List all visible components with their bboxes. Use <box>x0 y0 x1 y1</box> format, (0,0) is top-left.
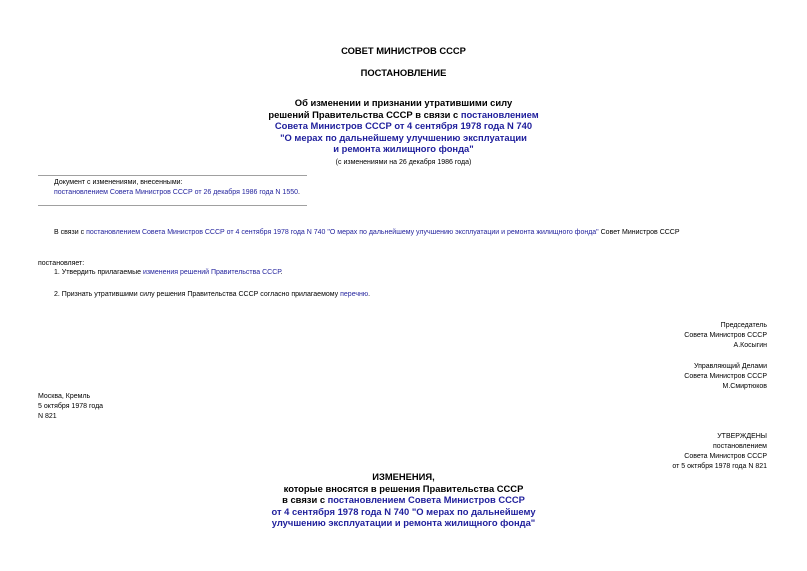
annex-title <box>0 471 807 529</box>
chairman-signature <box>684 321 767 351</box>
chairman-title-1: Председатель <box>720 322 767 329</box>
annex-title-line-1: ИЗМЕНЕНИЯ, <box>372 471 435 482</box>
preamble-paragraph <box>54 228 680 238</box>
title-line-2-text: решений Правительства СССР в связи с <box>268 108 461 120</box>
council-heading: СОВЕТ МИНИСТРОВ СССР <box>341 45 466 56</box>
title-decree-link[interactable]: постановлением <box>460 108 539 120</box>
annex-title-line-4-link[interactable]: от 4 сентября 1978 года N 740 "О мерах по дальнейшему <box>271 505 536 517</box>
approved-line-4: от 5 октября 1978 года N 821 <box>672 463 767 470</box>
changes-box-label: Документ с изменениями, внесенными: <box>54 179 183 186</box>
annex-decree-link[interactable]: постановлением Совета Министров СССР <box>327 494 525 505</box>
manager-title-1: Управляющий Делами <box>693 363 767 370</box>
item-2-list-link[interactable]: перечню <box>340 291 369 298</box>
approved-block <box>672 432 767 472</box>
resolves-word: постановляет: <box>38 260 85 267</box>
annex-title-line-2: которые вносятся в решения Правительства СССР <box>283 482 524 494</box>
place-date-block <box>38 392 103 422</box>
chairman-title-2: Совета Министров СССР <box>684 332 767 339</box>
changes-box-bottom-rule <box>38 205 307 206</box>
approved-line-1: УТВЕРЖДЕНЫ <box>717 433 767 440</box>
item-1 <box>54 268 283 278</box>
changes-decree-link[interactable]: постановлением Совета Министров СССР от 26 декабря 1986 года N 1550 <box>54 189 299 196</box>
item-1-text: 1. Утвердить прилагаемые <box>54 269 143 276</box>
changes-box-end: . <box>298 189 300 196</box>
decree-number: N 821 <box>38 413 57 420</box>
annex-title-line-3-text: в связи с <box>282 494 328 505</box>
title-line-3-link[interactable]: Совета Министров СССР от 4 сентября 1978 года N 740 <box>274 120 533 131</box>
title-line-1: Об изменении и признании утратившими силу <box>294 97 513 108</box>
date: 5 октября 1978 года <box>38 403 104 410</box>
document-type-heading: ПОСТАНОВЛЕНИЕ <box>360 67 447 78</box>
title-line-4-link[interactable]: "О мерах по дальнейшему улучшению эксплуатации <box>280 131 527 143</box>
title-line-2 <box>0 109 807 121</box>
changes-box-top-rule <box>38 175 307 176</box>
title-line-5-link[interactable]: и ремонта жилищного фонда" <box>333 143 474 154</box>
item-2-end: . <box>368 291 371 298</box>
preamble-tail: Совет Министров СССР <box>598 229 680 236</box>
item-1-end: . <box>280 269 283 276</box>
manager-name: М.Смиртюков <box>722 383 767 390</box>
item-1-changes-link[interactable]: изменения решений Правительства СССР <box>142 269 281 276</box>
manager-signature <box>684 362 767 392</box>
annex-title-line-5-link[interactable]: улучшению эксплуатации и ремонта жилищного фонда" <box>271 517 536 528</box>
item-2-text: 2. Признать утратившими силу решения Правительства СССР согласно прилагаемому <box>54 291 341 298</box>
item-2 <box>54 290 370 300</box>
annex-title-line-3 <box>0 494 807 506</box>
approved-line-3: Совета Министров СССР <box>684 453 767 460</box>
amendment-note: (с изменениями на 26 декабря 1986 года) <box>335 159 472 166</box>
manager-title-2: Совета Министров СССР <box>684 373 767 380</box>
preamble-decree-link[interactable]: постановлением Совета Министров СССР от 4 сентября 1978 года N 740 "О мерах по дальнейшему улучшению эксплуатации и ремонта жилищного фонда" <box>86 229 599 236</box>
changes-box-entry <box>54 188 300 198</box>
place: Москва, Кремль <box>38 393 91 400</box>
preamble-lead: В связи с <box>54 229 87 236</box>
document-title <box>0 97 807 155</box>
approved-line-2: постановлением <box>713 443 767 450</box>
chairman-name: А.Косыгин <box>733 342 767 349</box>
